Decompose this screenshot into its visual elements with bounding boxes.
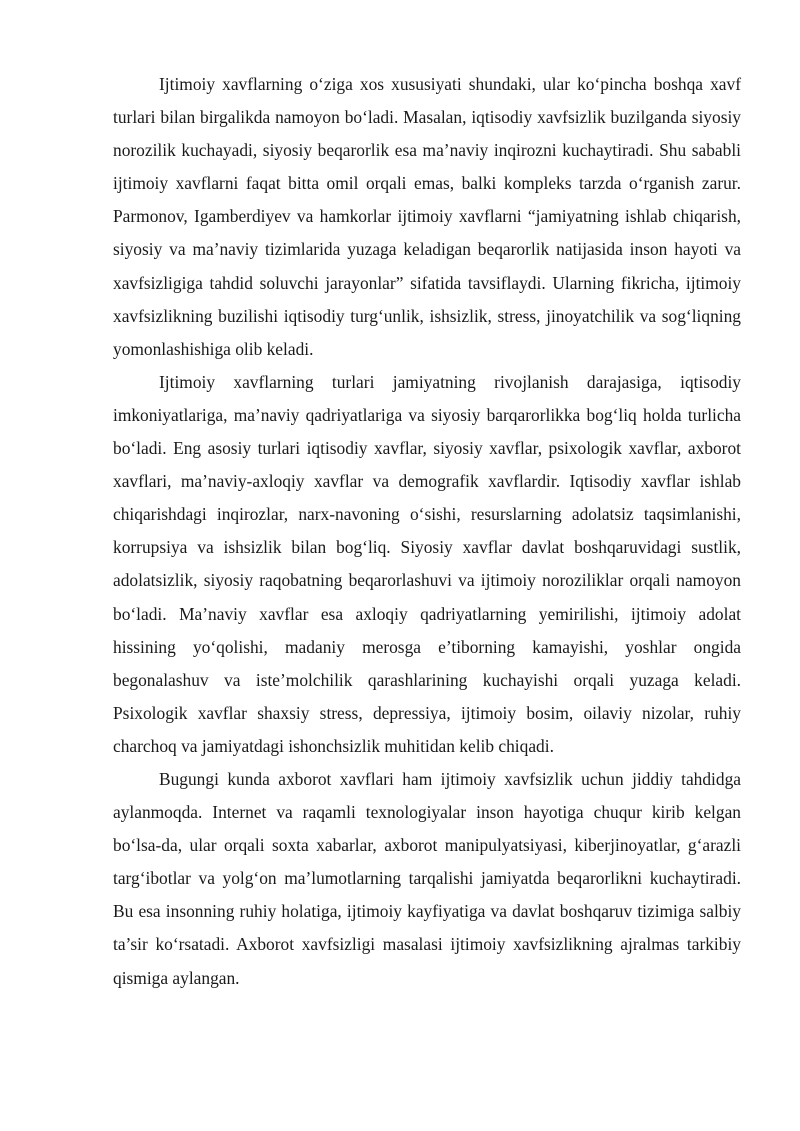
document-body: [113, 68, 741, 995]
paragraph: Bugungi kunda axborot xavflari ham ijtimoiy xavfsizlik uchun jiddiy tahdidga aylanmoqda. Internet va raqamli texnologiyalar inson hayotiga chuqur kirib kelgan bo‘lsa-da, ular orqali soxta xabarlar, axborot manipulyatsiyasi, kiberjinoyatlar, g‘arazli targ‘ibotlar va yolg‘on ma’lumotlarning tarqalishi jamiyatda beqarorlikni kuchaytiradi. Bu esa insonning ruhiy holatiga, ijtimoiy kayfiyatiga va davlat boshqaruv tizimiga salbiy ta’sir ko‘rsatadi. Axborot xavfsizligi masalasi ijtimoiy xavfsizlikning ajralmas tarkibiy qismiga aylangan.: [113, 768, 741, 988]
paragraph: Ijtimoiy xavflarning turlari jamiyatning rivojlanish darajasiga, iqtisodiy imkoniyatlariga, ma’naviy qadriyatlariga va siyosiy barqarorlikka bog‘liq holda turlicha bo‘ladi. Eng asosiy turlari iqtisodiy xavflar, siyosiy xavflar, psixologik xavflar, axborot xavflari, ma’naviy-axloqiy xavflar va demografik xavflardir. Iqtisodiy xavflar ishlab chiqarishdagi inqirozlar, narx-navoning o‘sishi, resurslarning adolatsiz taqsimlanishi, korrupsiya va ishsizlik bilan bog‘liq. Siyosiy xavflar davlat boshqaruvidagi sustlik, adolatsizlik, siyosiy raqobatning beqarorlashuvi va ijtimoiy noroziliklar orqali namoyon bo‘ladi. Ma’naviy xavflar esa axloqiy qadriyatlarning yemirilishi, ijtimoiy adolat hissining yo‘qolishi, madaniy merosga e’tiborning kamayishi, yoshlar ongida begonalashuv va iste’molchilik qarashlarining kuchayishi orqali yuzaga keladi. Psixologik xavflar shaxsiy stress, depressiya, ijtimoiy bosim, oilaviy nizolar, ruhiy charchoq va jamiyatdagi ishonchsizlik muhitidan kelib chiqadi.: [113, 371, 741, 756]
paragraph: Ijtimoiy xavflarning o‘ziga xos xususiyati shundaki, ular ko‘pincha boshqa xavf turlari bilan birgalikda namoyon bo‘ladi. Masalan, iqtisodiy xavfsizlik buzilganda siyosiy norozilik kuchayadi, siyosiy beqarorlik esa ma’naviy inqirozni kuchaytiradi. Shu sababli ijtimoiy xavflarni faqat bitta omil orqali emas, balki kompleks tarzda o‘rganish zarur. Parmonov, Igamberdiyev va hamkorlar ijtimoiy xavflarni “jamiyatning ishlab chiqarish, siyosiy va ma’naviy tizimlarida yuzaga keladigan beqarorlik natijasida inson hayoti va xavfsizligiga tahdid soluvchi jarayonlar” sifatida tavsiflaydi. Ularning fikricha, ijtimoiy xavfsizlikning buzilishi iqtisodiy turg‘unlik, ishsizlik, stress, jinoyatchilik va sog‘liqning yomonlashishiga olib keladi.: [113, 74, 741, 359]
